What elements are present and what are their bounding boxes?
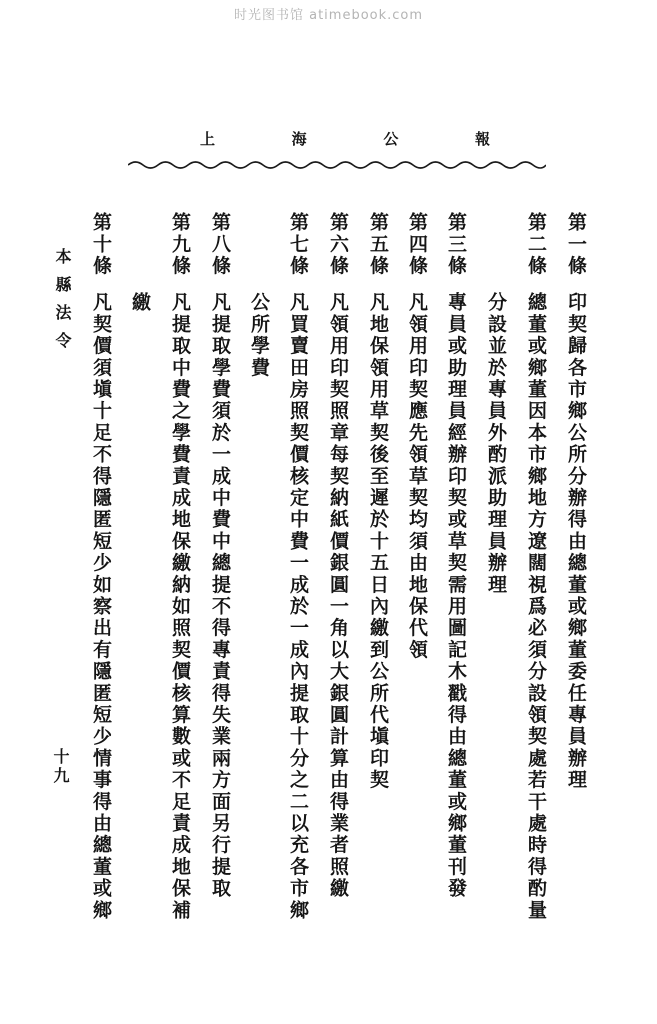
article-text: 繳 — [129, 292, 151, 314]
article-text: 凡提取學費須於一成中費中總提不得專責得失業兩方面另行提取 — [209, 292, 231, 900]
article-text: 凡提取中費之學費責成地保繳納如照契價核算數或不足責成地保補 — [169, 292, 191, 922]
article-text: 印契歸各市鄉公所分辦得由總董或鄉董委任專員辦理 — [565, 292, 587, 792]
article-label: 第三條 — [445, 212, 467, 278]
article-text: 凡買賣田房照契價核定中費一成於一成內提取十分之二以充各市鄉 — [287, 292, 309, 922]
article-label: 第八條 — [209, 212, 231, 278]
article-text: 凡地保領用草契後至遲於十五日內繳到公所代塡印契 — [367, 292, 389, 792]
header-char: 報 — [474, 130, 490, 148]
footer-section-title: 本縣法令 — [53, 248, 72, 360]
article-label: 第七條 — [287, 212, 309, 278]
article-label: 第四條 — [406, 212, 428, 278]
page-number: 十九 — [51, 748, 70, 786]
article-text: 凡領用印契照章每契納紙價銀圓一角以大銀圓計算由得業者照繳 — [327, 292, 349, 900]
article-text: 專員或助理員經辦印契或草契需用圖記木戳得由總董或鄉董刊發 — [445, 292, 467, 900]
article-label: 第十條 — [90, 212, 112, 278]
article-text: 凡領用印契應先領草契均須由地保代領 — [406, 292, 428, 661]
watermark: 时光图书馆 atimebook.com — [233, 8, 424, 23]
article-label: 第五條 — [367, 212, 389, 278]
article-label: 第六條 — [327, 212, 349, 278]
article-label: 第二條 — [525, 212, 547, 278]
article-text: 凡契價須塡十足不得隱匿短少如察出有隱匿短少情事得由總董或鄉 — [90, 292, 112, 922]
article-label: 第九條 — [169, 212, 191, 278]
header-rule — [128, 158, 546, 172]
article-text: 分設並於專員外酌派助理員辦理 — [485, 292, 507, 596]
article-text: 公所學費 — [248, 292, 270, 379]
header-char: 上 — [200, 130, 216, 148]
article-label: 第一條 — [565, 212, 587, 278]
header-char: 公 — [383, 130, 399, 148]
header-title — [200, 128, 490, 149]
header-char: 海 — [291, 130, 307, 148]
article-text: 總董或鄉董因本市鄉地方遼闊視爲必須分設領契處若干處時得酌量 — [525, 292, 547, 922]
